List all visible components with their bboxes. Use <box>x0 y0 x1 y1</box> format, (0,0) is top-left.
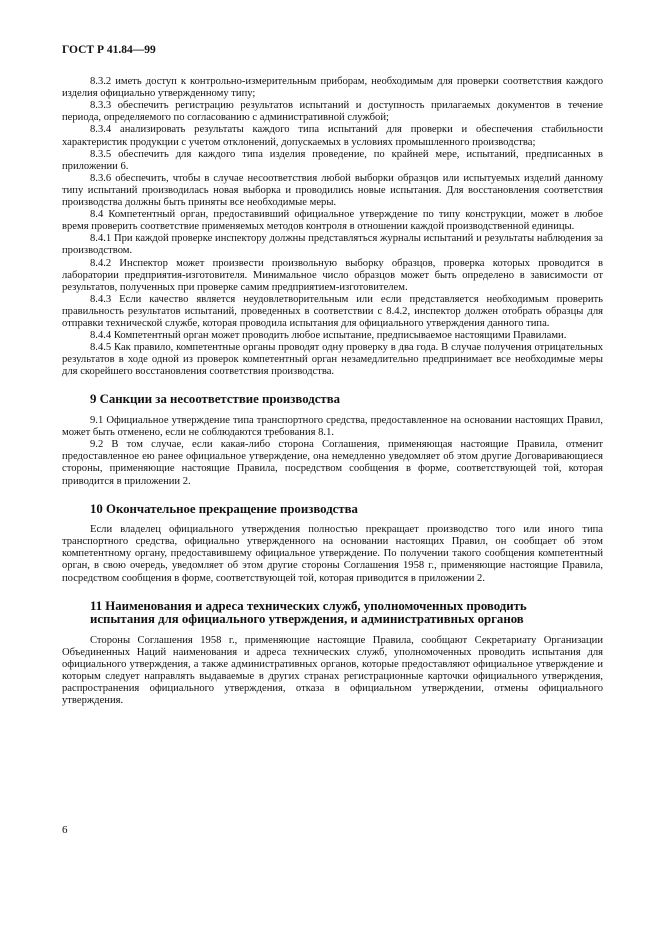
section-11-heading-line-1: 11 Наименования и адреса технических служб, уполномоченных проводить <box>90 598 527 613</box>
clause-8-4-2: 8.4.2 Инспектор может произвести произвольную выборку образцов, проверка которых проводится в лаборатории предприятия-изготовителя. Минимальное число образцов может быть определено в зависимости от результатов, полученных при проверке самим предприятием-изготовителем. <box>62 257 603 293</box>
clause-8-3-5: 8.3.5 обеспечить для каждого типа изделия проведение, по крайней мере, испытаний, предписанных в приложении 6. <box>62 148 603 172</box>
clause-8-4-1: 8.4.1 При каждой проверке инспектору должны представляться журналы испытаний и результаты наблюдения за производством. <box>62 233 603 257</box>
clause-9-2: 9.2 В том случае, если какая-либо сторона Соглашения, применяющая настоящие Правила, отменит предоставленное ею ранее официальное утверждение, она немедленно уведомляет об этом другие Договаривающиеся стороны, применяющие настоящие Правила, посредством сообщения в форме, соответствующей той, которая приводится в приложении 2. <box>62 439 603 487</box>
section-11-heading <box>62 600 603 627</box>
clause-8-3-2: 8.3.2 иметь доступ к контрольно-измерительным приборам, необходимым для проверки соответствия каждого изделия официально утвержденному типу; <box>62 76 603 100</box>
section-9-heading: 9 Санкции за несоответствие производства <box>90 392 341 407</box>
section-10-paragraph: Если владелец официального утверждения полностью прекращает производство того или иного типа транспортного средства, официально утвержденного на основании настоящих Правил, он сообщает об этом компетентному органу, предоставившему официальное утверждение. По получении такого сообщения компетентный орган, в свою очередь, уведомляет об этом другие стороны Соглашения 1958 г., применяющие настоящие Правила, посредством сообщения в форме, соответствующей той, которая приводится в приложении 2. <box>62 524 603 584</box>
section-11-paragraph: Стороны Соглашения 1958 г., применяющие настоящие Правила, сообщают Секретариату Организации Объединенных Наций наименования и адреса технических служб, уполномоченных проводить испытания для официального утверждения, а также административных органов, которые предоставляют официальное утверждение и которым следует направлять выдаваемые в других странах регистрационные карточки официального утверждения, распространения официального утверждения, отказа в официальном утверждении, отмены официального утверждения. <box>62 634 603 707</box>
clause-8-4: 8.4 Компетентный орган, предоставивший официальное утверждение по типу конструкции, может в любое время проверить соответствие применяемых методов контроля в отношении каждой производственной единицы. <box>62 209 603 233</box>
clause-8-3-4: 8.3.4 анализировать результаты каждого типа испытаний для проверки и обеспечения стабильности характеристик продукции с учетом отклонений, допускаемых в условиях промышленного производства; <box>62 124 603 148</box>
clause-8-3-6: 8.3.6 обеспечить, чтобы в случае несоответствия любой выборки образцов или испытуемых изделий данному типу испытаний производилась новая выборка и проводились новые испытания. Для восстановления соответствия производства должны быть приняты все необходимые меры. <box>62 172 603 209</box>
section-11-heading-line-2: испытания для официального утверждения, и административных органов <box>90 612 524 627</box>
clause-9-1: 9.1 Официальное утверждение типа транспортного средства, предоставленное на основании настоящих Правил, может быть отменено, если не соблюдаются требования 8.1. <box>62 415 603 439</box>
clause-8-4-3: 8.4.3 Если качество является неудовлетворительным или если представляется необходимым проверить правильность результатов испытаний, проведенных в соответствии с 8.4.2, инспектор должен отобрать образцы для отправки технической службе, которая проводила испытания для официального утверждения данного типа. <box>62 293 603 329</box>
document-header: ГОСТ Р 41.84—99 <box>62 44 156 56</box>
page-number: 6 <box>62 824 68 836</box>
clause-8-3-3: 8.3.3 обеспечить регистрацию результатов испытаний и доступность прилагаемых документов в течение периода, определяемого по согласованию с административной службой; <box>62 100 603 124</box>
clause-8-4-4: 8.4.4 Компетентный орган может проводить любое испытание, предписываемое настоящими Правилами. <box>90 330 567 342</box>
clause-8-4-5: 8.4.5 Как правило, компетентные органы проводят одну проверку в два года. В случае получения отрицательных результатов в ходе одной из проверок компетентный орган незамедлительно предпринимает все необходимые меры для скорейшего восстановления соответствия производства. <box>62 342 603 378</box>
section-10-heading: 10 Окончательное прекращение производства <box>90 501 358 516</box>
